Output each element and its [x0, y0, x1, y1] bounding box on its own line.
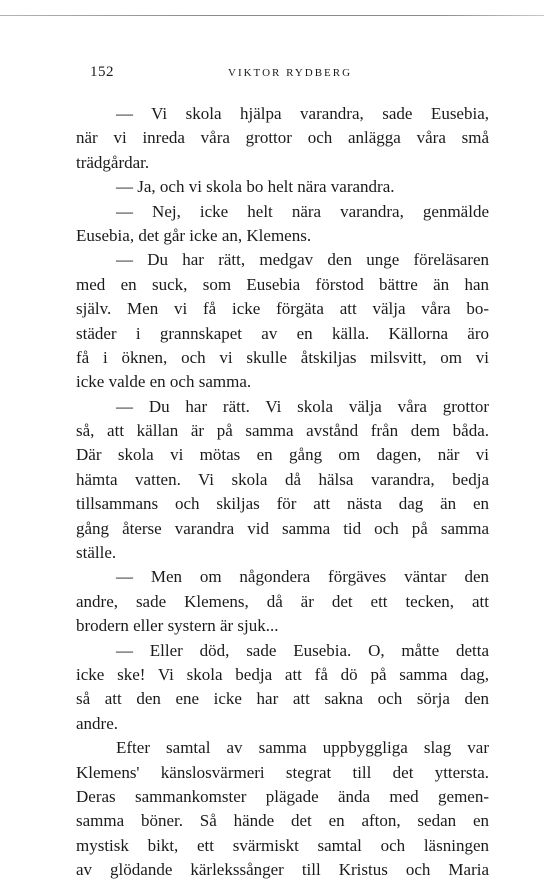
text-line: — Men om någondera förgäves väntar den — [116, 567, 489, 587]
text-line: — Vi skola hjälpa varandra, sade Eusebia, — [116, 104, 489, 123]
text-line: Efter samtal av samma uppbyggliga slag var — [116, 738, 489, 758]
text-line: städer i grannskapet av en källa. Källorna äro — [76, 323, 489, 343]
text-line: icke ske! Vi skola bedja att få dö på samma dag, — [76, 664, 489, 684]
text-line: tillsammans och skiljas för att nästa dag än en — [76, 494, 489, 514]
text-line: — Nej, icke helt nära varandra, genmälde — [116, 201, 489, 221]
text-line: — Ja, och vi skola bo helt nära varandra. — [116, 177, 395, 197]
text-line: — Du har rätt. Vi skola välja våra grottor — [116, 396, 489, 416]
text-line: när vi inreda våra grottor och anlägga våra små — [76, 128, 489, 148]
text-line: — Eller död, sade Eusebia. O, måtte detta — [116, 640, 489, 660]
text-line: trädgårdar. — [76, 152, 150, 172]
text-line: Deras sammankomster plägade ända med gemen- — [76, 786, 489, 806]
text-line: få i öknen, och vi skulle åtskiljas milsvitt, om vi — [76, 347, 489, 367]
page-header — [0, 64, 544, 88]
text-line: mystisk bikt, ett svärmiskt samtal och läsningen — [76, 835, 489, 855]
running-head: VIKTOR RYDBERG — [228, 67, 353, 79]
text-line: brodern eller systern är sjuk... — [76, 616, 279, 636]
top-rule — [0, 15, 544, 16]
body-text — [76, 102, 489, 883]
text-line: andre, sade Klemens, då är det ett tecken, att — [76, 591, 489, 611]
text-line: Eusebia, det går icke an, Klemens. — [76, 225, 312, 245]
text-line: samma böner. Så hände det en afton, sedan en — [76, 811, 489, 831]
text-line: Klemens' känslosvärmeri stegrat till det yttersta. — [76, 762, 489, 782]
text-line: så att den ene icke har att sakna och sörja den — [76, 689, 489, 709]
text-line: ställe. — [76, 543, 117, 563]
text-line: av glödande kärlekssånger till Kristus och Maria — [76, 860, 489, 880]
text-line: andre. — [76, 713, 119, 733]
text-line: Där skola vi mötas en gång om dagen, när vi — [76, 445, 489, 465]
page-number: 152 — [90, 64, 114, 80]
text-line: — Du har rätt, medgav den unge föreläsaren — [116, 250, 489, 270]
text-line: hämta vatten. Vi skola då hälsa varandra, bedja — [76, 469, 489, 489]
text-line: så, att källan är på samma avstånd från dem båda. — [76, 421, 489, 441]
text-line: med en suck, som Eusebia förstod bättre än han — [76, 274, 489, 294]
text-line: gång återse varandra vid samma tid och på samma — [76, 518, 489, 538]
text-line: själv. Men vi få icke förgäta att välja våra bo- — [76, 299, 489, 319]
text-line: icke valde en och samma. — [76, 372, 252, 392]
